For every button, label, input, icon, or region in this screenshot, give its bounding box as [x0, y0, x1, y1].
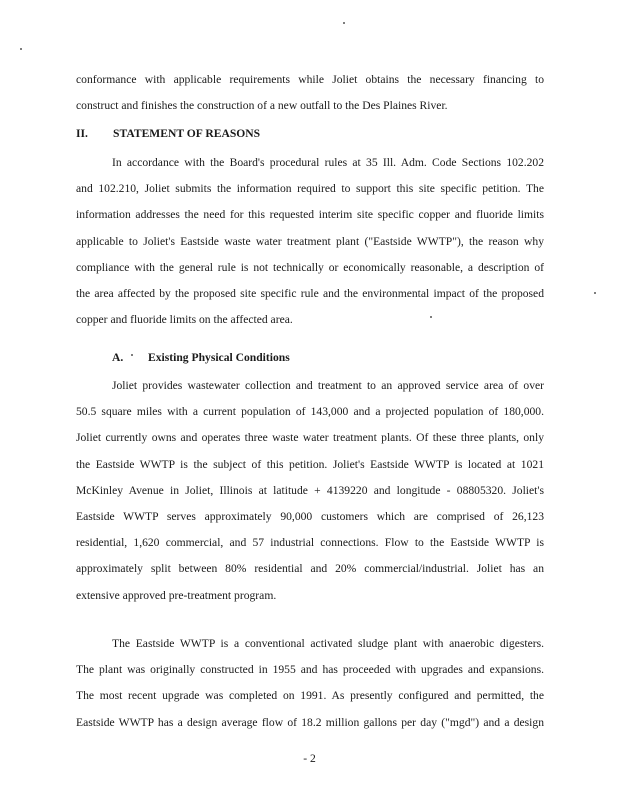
scan-speck: [20, 48, 22, 50]
text-line: and 102.210, Joliet submits the information required to support this site specific petition. The: [76, 182, 544, 196]
text-line: 50.5 square miles with a current population of 143,000 and a projected population of 180,000.: [76, 405, 544, 419]
reasons-paragraph: [76, 150, 544, 333]
scan-speck: [594, 292, 596, 294]
text-line: McKinley Avenue in Joliet, Illinois at latitude + 4139220 and longitude - 08805320. Joliet's: [76, 483, 544, 497]
text-line: approximately split between 80% residential and 20% commercial/industrial. Joliet has an: [76, 562, 544, 576]
text-line: copper and fluoride limits on the affected area.: [76, 313, 293, 327]
text-line: residential, 1,620 commercial, and 57 industrial connections. Flow to the Eastside WWTP is: [76, 536, 544, 550]
plant-paragraph: [76, 631, 544, 736]
text-line: the Eastside WWTP is the subject of this petition. Joliet's Eastside WWTP is located at 1021: [76, 457, 544, 471]
text-line: The Eastside WWTP is a conventional activated sludge plant with anaerobic digesters.: [112, 637, 544, 650]
section-number: II.: [76, 127, 88, 140]
text-line: construct and finishes the construction of a new outfall to the Des Plaines River.: [76, 99, 448, 113]
text-line: The plant was originally constructed in 1955 and has proceeded with upgrades and expansions.: [76, 663, 544, 677]
text-line: Eastside WWTP has a design average flow of 18.2 million gallons per day ("mgd") and a design: [76, 715, 544, 729]
subsection-title: Existing Physical Conditions: [148, 351, 290, 364]
text-line: In accordance with the Board's procedural rules at 35 Ill. Adm. Code Sections 102.202: [112, 156, 544, 169]
conditions-paragraph: [76, 373, 544, 609]
page-number: - 2: [303, 752, 316, 765]
text-line: Eastside WWTP serves approximately 90,000 customers which are comprised of 26,123: [76, 510, 544, 524]
text-line: information addresses the need for this requested interim site specific copper and fluoride limits: [76, 208, 544, 222]
text-line: extensive approved pre-treatment program.: [76, 588, 277, 602]
text-line: applicable to Joliet's Eastside waste water treatment plant ("Eastside WWTP"), the reason why: [76, 234, 544, 248]
text-line: compliance with the general rule is not technically or economically reasonable, a description of: [76, 260, 544, 274]
text-line: conformance with applicable requirements while Joliet obtains the necessary financing to: [76, 73, 544, 86]
section-title: STATEMENT OF REASONS: [113, 127, 261, 140]
text-line: Joliet provides wastewater collection and treatment to an approved service area of over: [112, 379, 544, 392]
subsection-number: A.: [112, 351, 124, 364]
text-line: Joliet currently owns and operates three waste water treatment plants. Of these three plants, only: [76, 431, 544, 445]
intro-paragraph: [76, 67, 544, 119]
text-line: The most recent upgrade was completed on 1991. As presently configured and permitted, the: [76, 689, 544, 703]
scan-speck: [343, 22, 345, 24]
text-line: the area affected by the proposed site specific rule and the environmental impact of the proposed: [76, 287, 544, 301]
scan-speck: [131, 354, 133, 356]
